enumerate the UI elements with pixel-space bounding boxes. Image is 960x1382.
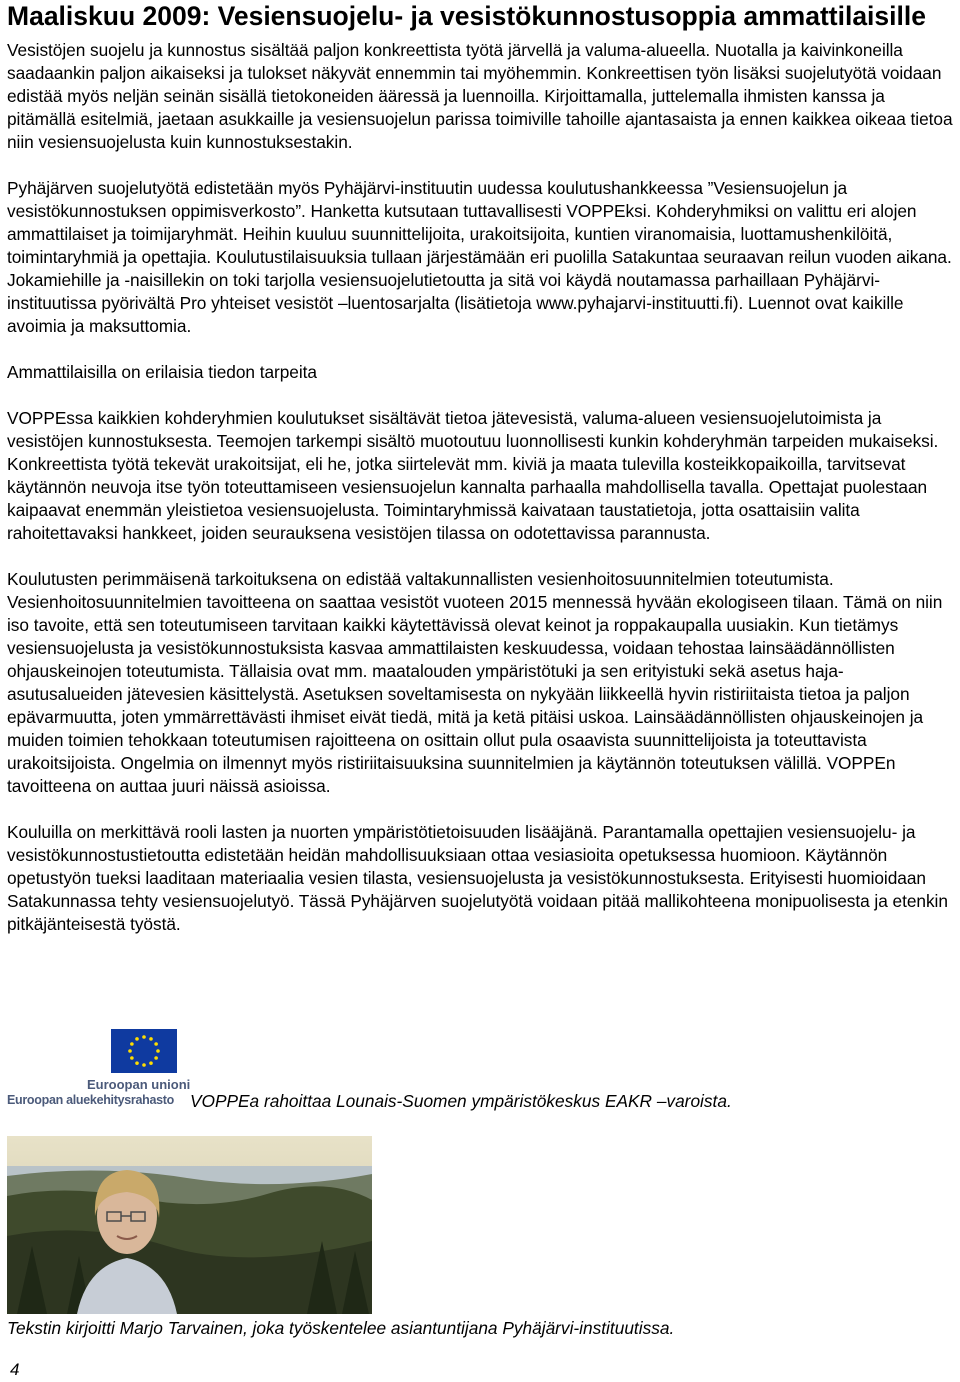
eu-star-icon [149, 1061, 153, 1065]
paragraph-intro: Vesistöjen suojelu ja kunnostus sisältää paljon konkreettista työtä järvellä ja valuma-alueella. Nuotalla ja kaivinkoneilla saadaankin paljon aikaiseksi ja tulokset näkyvät ennemmin tai myöhemmin. Konkreettisen työn lisäksi suojelutyötä voidaan edistää myös neljän seinän sisällä tietokoneiden ääressä ja luennoilla. Kirjoittamalla, juttelemalla ihmisten kanssa ja pitämällä esitelmiä, jaetaan asukkaille ja vesiensuojelun parissa toimiville tahoille ajantasaista ja ennen kaikkea oikeaa tietoa niin vesiensuojelusta kuin kunnostuksestakin. [7, 40, 953, 152]
paragraph-target-groups: VOPPEssa kaikkien kohderyhmien koulutukset sisältävät tietoa jätevesistä, valuma-alueen vesiensuojelutoimista ja vesistöjen kunnostuksesta. Teemojen tarkempi sisältö muotoutuu luonnollisesti kunkin kohderyhmän tarpeiden mukaiseksi. Konkreettista työtä tekevät urakoitsijat, eli he, jotka siirtelevät mm. kiviä ja maata tulevilla kosteikkopaikoilla, tarvitsevat käytännön neuvoja itse työn toteuttamiseen vesiensuojelun kannalta parhaalla mahdollisella tavalla. Opettajat puolestaan kaipaavat enemmän yleistietoa vesiensuojelusta. Toimintaryhmissä kaivataan taustatietoja, jotta osattaisiin valita rahoitettavaksi hankkeet, joiden seurauksena vesistöjen tilassa on odotettavissa parannusta. [7, 408, 939, 543]
eu-star-icon [142, 1063, 146, 1067]
section-subheading: Ammattilaisilla on erilaisia tiedon tarpeita [7, 362, 317, 382]
document-page [7, 0, 955, 1379]
funding-row [7, 1029, 955, 1113]
eu-star-icon [154, 1042, 158, 1046]
funding-statement: VOPPEa rahoittaa Lounais-Suomen ympäristökeskus EAKR –varoista. [190, 1091, 732, 1111]
eu-star-icon [154, 1056, 158, 1060]
eu-logo-text-union: Euroopan unioni [87, 1077, 191, 1092]
photo-caption: Tekstin kirjoitti Marjo Tarvainen, joka työskentelee asiantuntijana Pyhäjärvi-instituutissa. [7, 1318, 675, 1338]
article-title: Maaliskuu 2009: Vesiensuojelu- ja vesistökunnostusoppia ammattilaisille [7, 1, 926, 31]
eu-logo-text-fund: Euroopan aluekehitysrahasto [7, 1093, 174, 1107]
eu-star-icon [130, 1056, 134, 1060]
paragraph-purpose: Koulutusten perimmäisenä tarkoituksena on edistää valtakunnallisten vesienhoitosuunnitelmien toteutumista. Vesienhoitosuunnitelmien tavoitteena on saattaa vesistöt vuoteen 2015 mennessä hyvään ekologiseen tilaan. Tämä on niin iso tavoite, että sen toteutumiseen tarvitaan kaikki käytettävissä olevat keinot ja roppakaupalla uusiakin. Kun tietämys vesiensuojelusta ja vesistökunnostuksista kasvaa ammattilaisten keskuudessa, voidaan tehostaa lainsäädännöllisten ohjauskeinojen toteutumista. Tällaisia ovat mm. maatalouden ympäristötuki ja sen erityistuki sekä asetus haja-asutusalueiden jätevesien käsittelystä. Asetuksen soveltamisesta on nykyään liikkeellä hyvin ristiriitaista tietoa ja paljon epävarmuutta, joten ymmärrettävästi ihmiset eivät tiedä, mitä ja ketä pitäisi uskoa. Lainsäädännöllisten ohjauskeinojen ja muiden toimien tehokkaan toteutumisen rajoitteena on osittain ollut pula osaavista suunnittelijoista ja toteuttavista urakoitsijoista. Ongelmia on ilmennyt myös ristiriitaisuuksina suunnitelmien ja käytännön toteutuksen välillä. VOPPEn tavoitteena on auttaa juuri näissä asioissa. [7, 569, 943, 796]
page-number: 4 [10, 1360, 20, 1379]
eu-star-icon [156, 1049, 160, 1053]
paragraph-voppe-project: Pyhäjärven suojelutyötä edistetään myös Pyhäjärvi-instituutin uudessa koulutushankkeessa ”Vesiensuojelun ja vesistökunnostuksen oppimisverkosto”. Hanketta kutsutaan tuttavallisesti VOPPEksi. Kohderyhmiksi on valittu eri alojen ammattilaiset ja toimijaryhmät. Heihin kuuluu suunnittelijoita, urakoitsijoita, kuntien viranomaisia, luottamushenkilöitä, toimintaryhmiä ja opettajia. Koulutustilaisuuksia tullaan järjestämään eri puolilla Satakuntaa seuraavan reilun vuoden aikana. Jokamiehille ja -naisillekin on toki tarjolla vesiensuojelutietoutta ja sitä voi käydä noutamassa parhaillaan Pyhäjärvi-instituutissa pyörivältä Pro yhteiset vesistöt –luentosarjalta (lisätietoja www.pyhajarvi-instituutti.fi). Luennot ovat kaikille avoimia ja maksuttomia. [7, 178, 952, 336]
eu-star-icon [130, 1042, 134, 1046]
eu-star-icon [142, 1035, 146, 1039]
eu-star-icon [135, 1037, 139, 1041]
eu-star-icon [128, 1049, 132, 1053]
paragraph-schools: Kouluilla on merkittävä rooli lasten ja nuorten ympäristötietoisuuden lisääjänä. Parantamalla opettajien vesiensuojelu- ja vesistökunnostustietoutta edistetään heidän mahdollisuuksiaan ottaa vesiasioita opetuksessa huomioon. Käytännön opetustyön tueksi laaditaan materiaalia vesien tilasta, vesiensuojelusta ja vesistökunnostuksesta. Erityisesti huomioidaan Satakunnassa tehty vesiensuojelutyö. Tässä Pyhäjärven suojelutyötä voidaan pitää mallikohteena monipuolisesta ja etenkin pitkäjänteisestä työstä. [7, 822, 948, 934]
eu-star-icon [135, 1061, 139, 1065]
eu-logo [7, 1029, 189, 1113]
author-photo [7, 1136, 372, 1314]
eu-flag-icon [111, 1029, 177, 1073]
eu-star-icon [149, 1037, 153, 1041]
